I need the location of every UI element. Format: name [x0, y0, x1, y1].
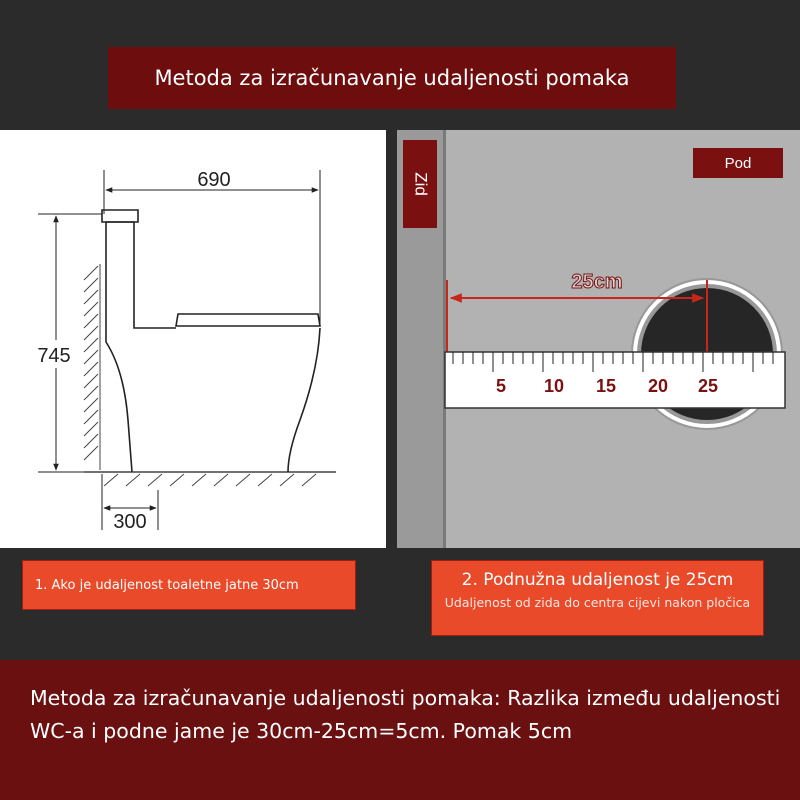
- height-dimension-label: 745: [37, 345, 71, 367]
- caption-step-1: [22, 560, 356, 610]
- offset-dimension-label: 300: [113, 511, 147, 533]
- width-dimension-label: 690: [197, 169, 231, 191]
- measure-label: 25cm: [571, 271, 623, 293]
- title-banner: [108, 47, 676, 109]
- summary-text: Metoda za izračunavanje udaljenosti pomaka: Razlika između udaljenosti WC-a i podne jame je 30cm-25cm=5cm. Pomak 5cm: [30, 686, 781, 743]
- floor-label: Pod: [724, 155, 752, 172]
- summary-banner: [0, 660, 800, 800]
- toilet-dimension-diagram: [0, 130, 386, 548]
- caption-step-2-subtitle: Udaljenost od zida do centra cijevi nakon pločica: [444, 595, 751, 610]
- wall-label: Zid: [411, 172, 431, 196]
- toilet-drawing: [0, 130, 386, 548]
- ruler-tick-label: 10: [543, 376, 565, 396]
- floor-drain-drawing: [397, 130, 800, 548]
- toilet-outline: [102, 210, 320, 472]
- ruler-tick-label: 25: [697, 376, 719, 396]
- page-title: Metoda za izračunavanje udaljenosti pomaka: [154, 66, 630, 90]
- ruler-tick-label: 15: [595, 376, 617, 396]
- ruler-tick-label: 5: [495, 376, 507, 396]
- caption-step-2-title: 2. Podnužna udaljenost je 25cm: [461, 570, 734, 590]
- floor-drain-diagram: [397, 130, 800, 548]
- wall-hatching: [84, 264, 100, 470]
- caption-step-2: [431, 560, 764, 636]
- caption-step-1-text: 1. Ako je udaljenost toaletne jatne 30cm: [35, 577, 299, 593]
- ruler-tick-label: 20: [647, 376, 669, 396]
- floor-hatching: [84, 472, 336, 486]
